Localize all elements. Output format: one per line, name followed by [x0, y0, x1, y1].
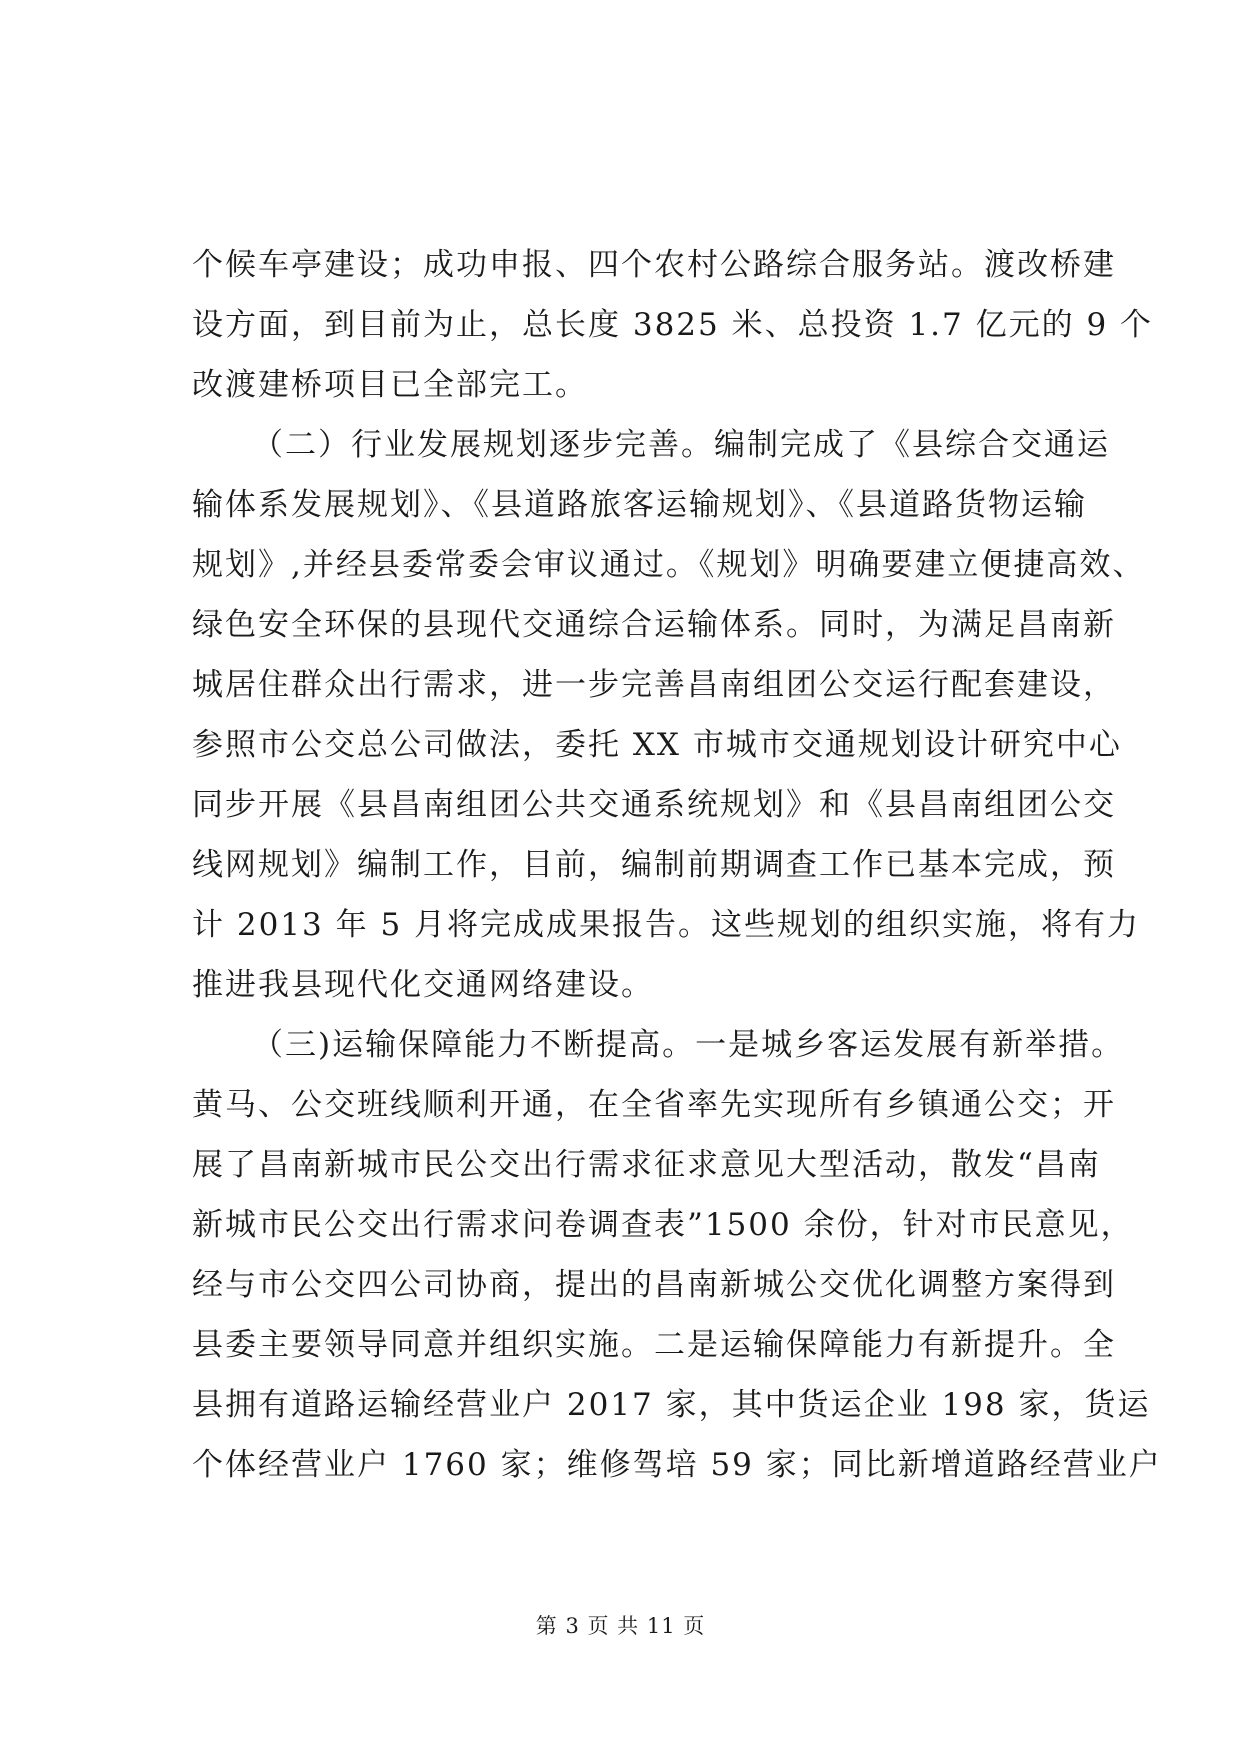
- text-line: 设方面，到目前为止，总长度 3825 米、总投资 1.7 亿元的 9 个: [192, 307, 1154, 343]
- text-line: 输体系发展规划》、《县道路旅客运输规划》、《县道路货物运输: [192, 487, 1087, 523]
- text-line: 个体经营业户 1760 家；维修驾培 59 家；同比新增道路经营业户: [192, 1447, 1162, 1483]
- text-line: （二）行业发展规划逐步完善。编制完成了《县综合交通运: [252, 427, 1110, 463]
- text-line: 新城市民公交出行需求问卷调查表”1500 余份，针对市民意见，: [192, 1207, 1134, 1243]
- text-line: 改渡建桥项目已全部完工。: [192, 367, 588, 403]
- text-line: 规划》,并经县委常委会审议通过。《规划》明确要建立便捷高效、: [192, 547, 1146, 583]
- paragraph-2: [192, 415, 1146, 1015]
- text-line: 计 2013 年 5 月将完成成果报告。这些规划的组织实施，将有力: [192, 907, 1141, 943]
- text-line: 线网规划》编制工作，目前，编制前期调查工作已基本完成，预: [192, 847, 1116, 883]
- text-line: （三)运输保障能力不断提高。一是城乡客运发展有新举措。: [252, 1027, 1125, 1063]
- page-footer: 第 3 页 共 11 页: [535, 1614, 706, 1638]
- text-line: 城居住群众出行需求，进一步完善昌南组团公交运行配套建设，: [192, 667, 1116, 703]
- text-line: 推进我县现代化交通网络建设。: [192, 967, 654, 1003]
- document-body: [192, 235, 1162, 1495]
- text-line: 县拥有道路运输经营业户 2017 家，其中货运企业 198 家，货运: [192, 1387, 1151, 1423]
- paragraph-1: [192, 235, 1154, 415]
- text-line: 绿色安全环保的县现代交通综合运输体系。同时，为满足昌南新: [192, 607, 1116, 643]
- text-line: 县委主要领导同意并组织实施。二是运输保障能力有新提升。全: [192, 1327, 1116, 1363]
- text-line: 经与市公交四公司协商，提出的昌南新城公交优化调整方案得到: [192, 1267, 1116, 1303]
- text-line: 同步开展《县昌南组团公共交通系统规划》和《县昌南组团公交: [192, 787, 1116, 823]
- text-line: 黄马、公交班线顺利开通，在全省率先实现所有乡镇通公交；开: [192, 1087, 1116, 1123]
- text-line: 个候车亭建设；成功申报、四个农村公路综合服务站。渡改桥建: [192, 247, 1116, 283]
- text-line: 展了昌南新城市民公交出行需求征求意见大型活动，散发“昌南: [192, 1147, 1101, 1183]
- paragraph-3: [192, 1015, 1162, 1495]
- text-line: 参照市公交总公司做法，委托 XX 市城市交通规划设计研究中心: [192, 727, 1122, 763]
